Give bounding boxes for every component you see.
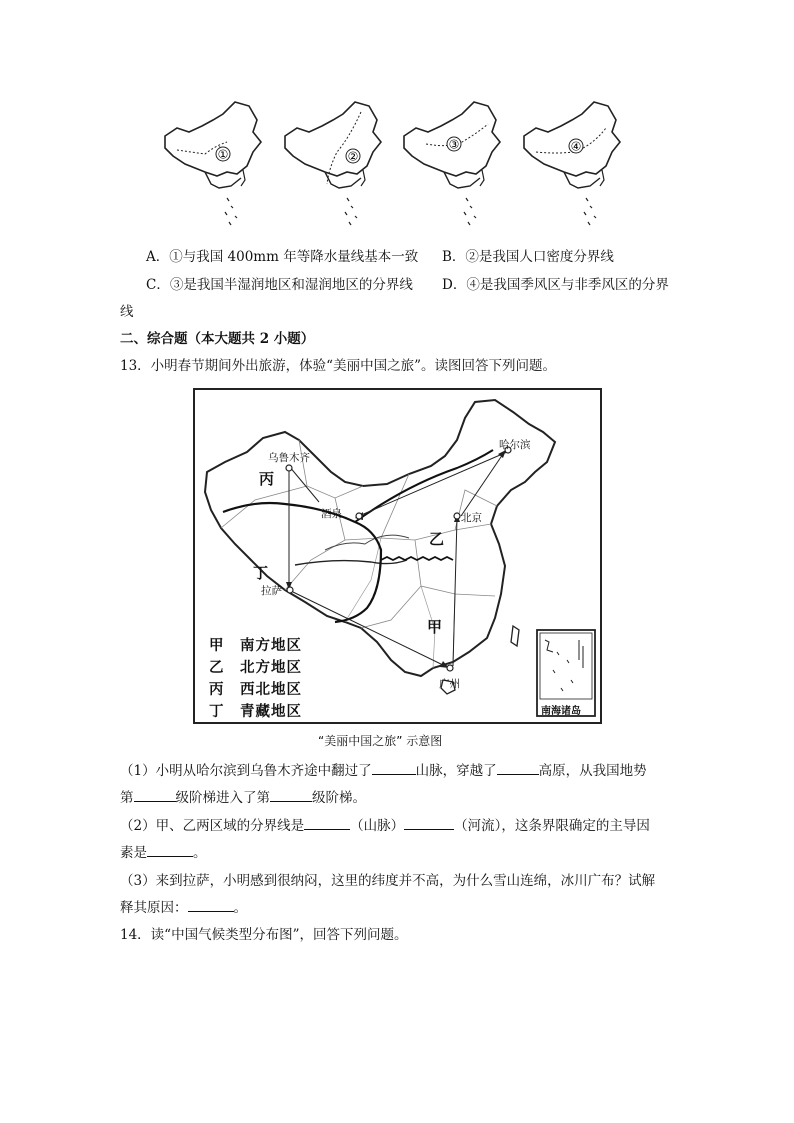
city-beijing: 北京 — [461, 512, 482, 524]
region-yi: 乙 — [429, 530, 445, 548]
question-13-part-1-line-1 — [120, 760, 647, 782]
blank-step-from[interactable] — [134, 787, 176, 802]
city-guangzhou: 广州 — [439, 678, 460, 690]
region-bing: 丙 — [259, 470, 275, 488]
part-2-text-c: （河流），这条界限确定的主导因 — [454, 818, 650, 834]
blank-boundary-mountain[interactable] — [304, 815, 350, 830]
question-13-part-2-line-2 — [120, 842, 207, 864]
blank-boundary-river[interactable] — [404, 815, 454, 830]
beautiful-china-tour-map — [193, 388, 602, 724]
inset-label: 南海诸岛 — [541, 706, 581, 717]
part-1-text-b: 山脉，穿越了 — [415, 763, 497, 779]
question-13-part-3-line-2 — [120, 897, 247, 919]
question-13-stem: 13．小明春节期间外出旅游，体验“美丽中国之旅”。读图回答下列问题。 — [120, 358, 556, 374]
blank-mountain[interactable] — [372, 760, 416, 775]
map-label-2: ② — [347, 149, 359, 164]
part-1-text-e: 级阶梯进入了第 — [175, 790, 270, 806]
part-2-text-e: 。 — [193, 845, 207, 861]
part-2-text-a: （2）甲、乙两区域的分界线是 — [120, 818, 305, 834]
map-caption: “美丽中国之旅” 示意图 — [318, 734, 443, 748]
option-a: A．①与我国 400mm 年等降水量线基本一致 — [146, 249, 419, 265]
question-13-part-3-line-1: （3）来到拉萨，小明感到很纳闷，这里的纬度并不高，为什么雪山连绵，冰川广布？试解 — [120, 873, 656, 889]
china-map-3 — [396, 98, 511, 238]
part-1-text-f: 级阶梯。 — [312, 790, 366, 806]
map-label-1: ① — [217, 147, 229, 162]
city-lhasa: 拉萨 — [261, 585, 282, 597]
city-harbin: 哈尔滨 — [499, 439, 531, 451]
option-c: C．③是我国半湿润地区和湿润地区的分界线 — [146, 277, 413, 293]
question-13-part-1-line-2 — [120, 787, 366, 809]
legend-item-jia: 甲 南方地区 — [209, 638, 302, 654]
legend-item-ding: 丁 青藏地区 — [209, 704, 302, 720]
part-2-text-b: （山脉） — [350, 818, 405, 834]
region-ding: 丁 — [253, 564, 269, 582]
option-b: B．②是我国人口密度分界线 — [442, 249, 614, 265]
region-jia: 甲 — [427, 618, 443, 636]
part-1-text-d: 第 — [120, 790, 134, 806]
blank-reason[interactable] — [188, 897, 234, 912]
part-2-text-d: 素是 — [120, 845, 147, 861]
part-1-text-a: （1）小明从哈尔滨到乌鲁木齐途中翻过了 — [120, 763, 372, 779]
option-d-continued: 线 — [120, 304, 134, 320]
part-1-text-c: 高原，从我国地势 — [538, 763, 647, 779]
question-13-part-2-line-1 — [120, 815, 650, 837]
section-heading: 二、综合题（本大题共 2 小题） — [120, 331, 315, 347]
china-map-2 — [277, 98, 392, 238]
map-label-4: ④ — [570, 139, 582, 154]
china-map-4 — [516, 98, 631, 238]
map-label-3: ③ — [448, 137, 460, 152]
blank-step-to[interactable] — [270, 787, 312, 802]
question-14-stem: 14．读“中国气候类型分布图”，回答下列问题。 — [120, 927, 408, 943]
city-urumqi: 乌鲁木齐 — [268, 452, 310, 464]
legend-item-bing: 丙 西北地区 — [209, 682, 302, 698]
blank-dominant-factor[interactable] — [147, 842, 193, 857]
legend-item-yi: 乙 北方地区 — [209, 660, 302, 676]
part-3-text-c: 。 — [233, 900, 247, 916]
part-3-text-b: 释其原因： — [120, 900, 188, 916]
city-jiuquan: 酒泉 — [321, 508, 342, 520]
china-map-1 — [157, 98, 272, 238]
blank-plateau[interactable] — [497, 760, 539, 775]
option-d: D．④是我国季风区与非季风区的分界 — [442, 277, 669, 293]
